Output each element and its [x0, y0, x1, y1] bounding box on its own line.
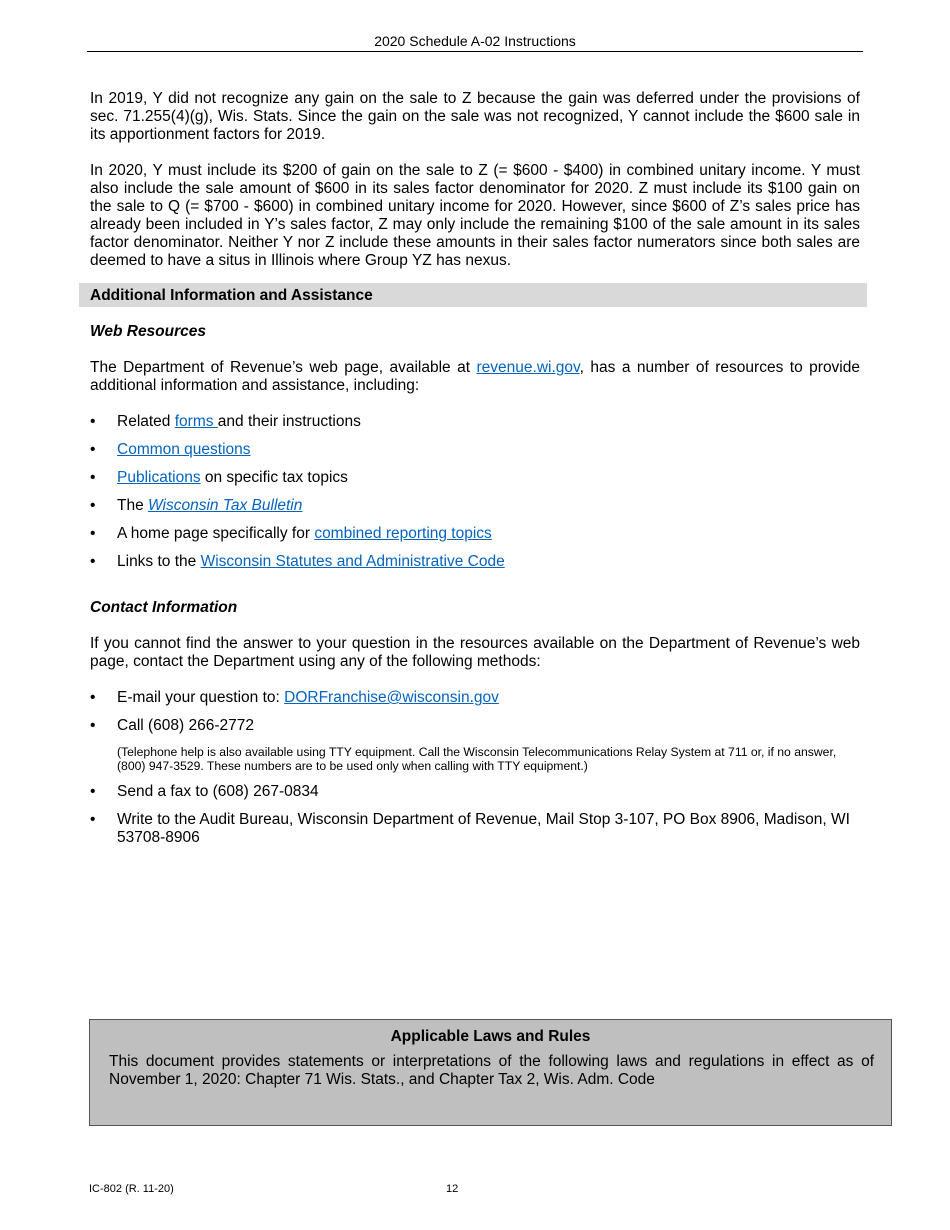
- statutes-link[interactable]: Wisconsin Statutes and Administrative Code: [200, 553, 505, 570]
- bullet-icon: •: [90, 413, 96, 430]
- bullet-icon: •: [90, 441, 96, 458]
- tax-bulletin-link[interactable]: Wisconsin Tax Bulletin: [148, 497, 303, 514]
- section-title: Additional Information and Assistance: [90, 287, 373, 304]
- applicable-laws-text: This document provides statements or interpretations of the following laws and regulations in effect as of November 1, 2020: Chapter 71 Wis. Stats., and Chapter Tax 2, Wis. Adm. Code: [109, 1053, 874, 1088]
- paragraph-2019-gain: In 2019, Y did not recognize any gain on the sale to Z because the gain was deferred under the provisions of sec. 71.255(4)(g), Wis. Stats. Since the gain on the sale was not recognized, Y cannot include the $600 sale in its apportionment factors for 2019.: [90, 90, 860, 143]
- footer-page-number: 12: [446, 1183, 459, 1195]
- tty-note: (Telephone help is also available using TTY equipment. Call the Wisconsin Telecommunications Relay System at 711 or, if no answer, (800) 947-3529. These numbers are to be used only when calling with TTY equipment.): [117, 745, 837, 773]
- footer-form-id: IC-802 (R. 11-20): [89, 1183, 174, 1195]
- common-questions-link[interactable]: Common questions: [117, 441, 251, 458]
- revenue-website-link[interactable]: revenue.wi.gov: [476, 359, 580, 376]
- bullet-icon: •: [90, 497, 96, 514]
- bullet-icon: •: [90, 811, 96, 828]
- bullet-icon: •: [90, 553, 96, 570]
- publications-link[interactable]: Publications: [117, 469, 201, 486]
- combined-reporting-link[interactable]: combined reporting topics: [314, 525, 492, 542]
- bullet-icon: •: [90, 783, 96, 800]
- web-resources-heading: Web Resources: [90, 323, 207, 340]
- bullet-icon: •: [90, 689, 96, 706]
- email-link[interactable]: DORFranchise@wisconsin.gov: [284, 689, 499, 706]
- web-resources-intro: The Department of Revenue’s web page, available at revenue.wi.gov, has a number of resources to provide additional information and assistance, including:: [90, 359, 860, 394]
- bullet-icon: •: [90, 525, 96, 542]
- contact-info-heading: Contact Information: [90, 599, 238, 616]
- applicable-laws-box: [89, 1019, 892, 1126]
- bullet-icon: •: [90, 469, 96, 486]
- section-bar-additional-info: [79, 283, 867, 307]
- forms-link[interactable]: forms: [174, 413, 218, 430]
- contact-intro: If you cannot find the answer to your question in the resources available on the Department of Revenue’s web page, contact the Department using any of the following methods:: [90, 635, 860, 670]
- applicable-laws-title: Applicable Laws and Rules: [390, 1028, 591, 1045]
- page-header-title: 2020 Schedule A-02 Instructions: [87, 33, 863, 52]
- paragraph-2020-gain: In 2020, Y must include its $200 of gain on the sale to Z (= $600 - $400) in combined unitary income. Y must also include the sale amount of $600 in its sales factor denominator for 2020. Z must include its $100 gain on the sale to Q (= $700 - $600) in combined unitary income for 2020. However, since $600 of Z’s sales price has already been included in Y’s sales factor, Z may only include the remaining $100 of the sale amount in its sales factor denominator. Neither Y nor Z include these amounts in their sales factor numerators since both sales are deemed to have a situs in Illinois where Group YZ has nexus.: [90, 162, 860, 269]
- bullet-icon: •: [90, 717, 96, 734]
